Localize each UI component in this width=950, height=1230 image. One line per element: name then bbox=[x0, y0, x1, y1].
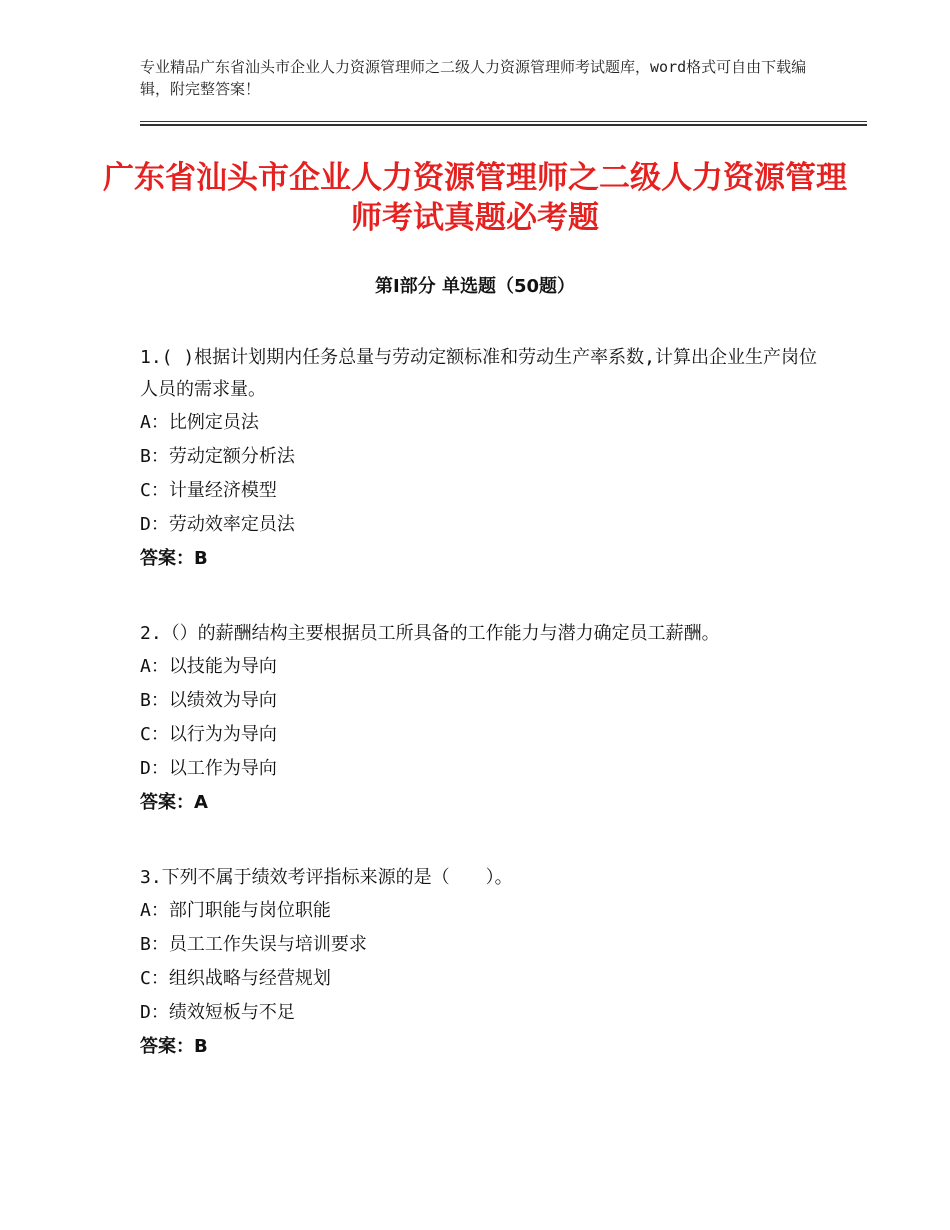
header-rule-thin bbox=[140, 121, 867, 122]
option-c: C：计量经济模型 bbox=[140, 480, 277, 501]
option-d: D：绩效短板与不足 bbox=[140, 1002, 295, 1023]
option-b: B：员工工作失误与培训要求 bbox=[140, 934, 367, 955]
option-a: A：比例定员法 bbox=[140, 412, 259, 433]
section-heading: 第Ⅰ部分 单选题（50题） bbox=[374, 276, 575, 297]
document-title: 广东省汕头市企业人力资源管理师之二级人力资源管理师考试真题必考题 bbox=[103, 160, 847, 236]
option-b: B：以绩效为导向 bbox=[140, 690, 277, 711]
question-3 bbox=[140, 862, 820, 1064]
answer: 答案：A bbox=[140, 792, 208, 813]
option-d: D：以工作为导向 bbox=[140, 758, 277, 779]
option-d: D：劳动效率定员法 bbox=[140, 514, 295, 535]
question-2 bbox=[140, 618, 820, 820]
option-b: B：劳动定额分析法 bbox=[140, 446, 295, 467]
question-list bbox=[140, 342, 820, 1064]
question-1 bbox=[140, 342, 820, 576]
option-a: A：以技能为导向 bbox=[140, 656, 277, 677]
question-stem: 3.下列不属于绩效考评指标来源的是（ ）。 bbox=[140, 867, 513, 888]
option-c: C：组织战略与经营规划 bbox=[140, 968, 331, 989]
question-spacer bbox=[140, 820, 820, 862]
answer: 答案：B bbox=[140, 1036, 208, 1057]
header-rule-thick bbox=[140, 124, 867, 126]
question-stem: 2.（）的薪酬结构主要根据员工所具备的工作能力与潜力确定员工薪酬。 bbox=[140, 623, 720, 644]
header-note: 专业精品广东省汕头市企业人力资源管理师之二级人力资源管理师考试题库，word格式可自由下载编辑，附完整答案！ bbox=[140, 58, 807, 98]
option-a: A：部门职能与岗位职能 bbox=[140, 900, 331, 921]
option-c: C：以行为为导向 bbox=[140, 724, 277, 745]
question-spacer bbox=[140, 576, 820, 618]
question-stem: 1.( )根据计划期内任务总量与劳动定额标准和劳动生产率系数,计算出企业生产岗位人员的需求量。 bbox=[140, 347, 818, 400]
answer: 答案：B bbox=[140, 548, 208, 569]
